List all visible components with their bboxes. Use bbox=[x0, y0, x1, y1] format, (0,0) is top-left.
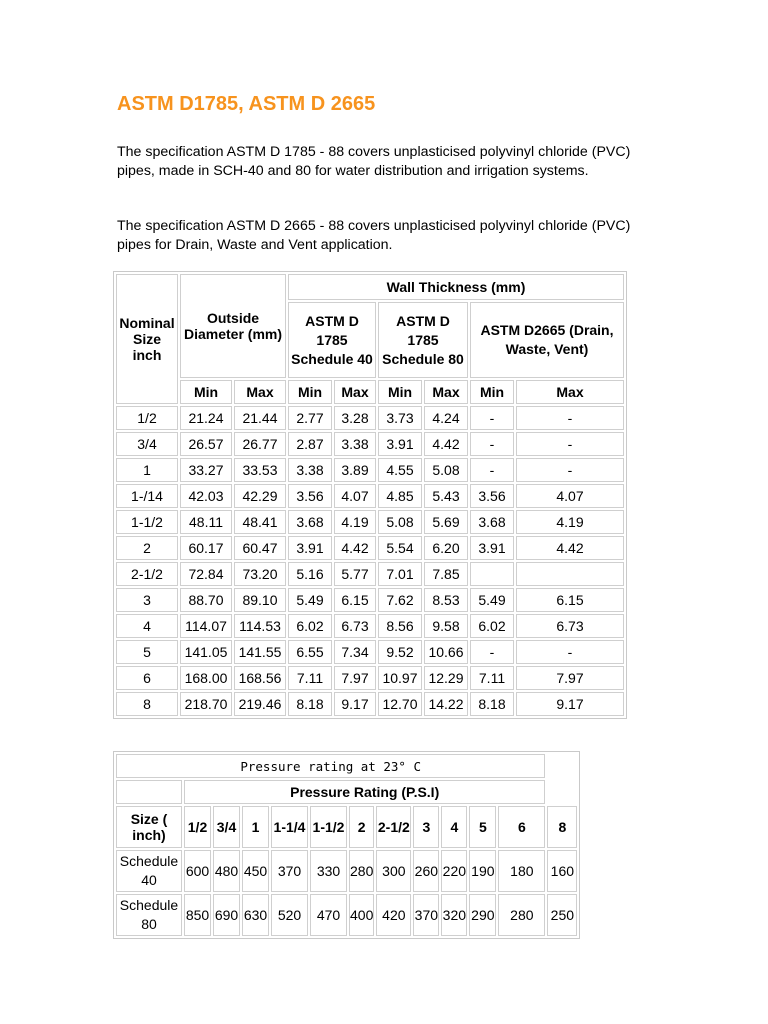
table-cell: 168.56 bbox=[234, 666, 286, 690]
table-cell: 60.17 bbox=[180, 536, 232, 560]
table-cell: 4.42 bbox=[334, 536, 376, 560]
table-row bbox=[116, 894, 577, 936]
empty-corner-cell bbox=[116, 780, 182, 804]
size-column-header: 4 bbox=[441, 806, 467, 848]
table-cell: 9.17 bbox=[334, 692, 376, 716]
table-cell: 42.03 bbox=[180, 484, 232, 508]
wall-thickness-header: Wall Thickness (mm) bbox=[288, 274, 624, 300]
pressure-rating-header: Pressure Rating (P.S.I) bbox=[184, 780, 545, 804]
table-cell: 6.20 bbox=[424, 536, 468, 560]
table-cell: 12.70 bbox=[378, 692, 422, 716]
nominal-size-cell: 6 bbox=[116, 666, 178, 690]
table-cell: 2.87 bbox=[288, 432, 332, 456]
dwv-header: ASTM D2665 (Drain, Waste, Vent) bbox=[470, 302, 624, 378]
schedule-label: Schedule 80 bbox=[116, 894, 182, 936]
size-header: Size ( inch) bbox=[116, 806, 182, 848]
table-cell: 168.00 bbox=[180, 666, 232, 690]
table-row bbox=[116, 458, 624, 482]
schedule-80-header: ASTM D 1785 Schedule 80 bbox=[378, 302, 468, 378]
nominal-size-cell: 1-1/2 bbox=[116, 510, 178, 534]
table-cell: - bbox=[470, 432, 514, 456]
pressure-rating-table bbox=[113, 751, 580, 939]
pressure-table-body bbox=[116, 850, 577, 936]
table-row bbox=[116, 406, 624, 430]
table-row bbox=[116, 510, 624, 534]
table-cell: 3.68 bbox=[288, 510, 332, 534]
table-cell: 4.55 bbox=[378, 458, 422, 482]
table-cell: 260 bbox=[413, 850, 439, 892]
nominal-size-cell: 3/4 bbox=[116, 432, 178, 456]
table-cell: 12.29 bbox=[424, 666, 468, 690]
table-cell: 7.11 bbox=[470, 666, 514, 690]
table-cell: 630 bbox=[242, 894, 269, 936]
table-cell: 220 bbox=[441, 850, 467, 892]
table-cell: 400 bbox=[349, 894, 374, 936]
table-cell: 21.24 bbox=[180, 406, 232, 430]
wall-thickness-table bbox=[113, 271, 627, 719]
table-cell: 6.02 bbox=[288, 614, 332, 638]
size-column-header: 2 bbox=[349, 806, 374, 848]
table-cell: 8.56 bbox=[378, 614, 422, 638]
table-cell: 26.57 bbox=[180, 432, 232, 456]
table-cell: 7.97 bbox=[334, 666, 376, 690]
table-cell: 470 bbox=[310, 894, 347, 936]
table-cell: 9.58 bbox=[424, 614, 468, 638]
table-cell: 33.53 bbox=[234, 458, 286, 482]
table-cell: - bbox=[516, 458, 624, 482]
table-cell: 7.34 bbox=[334, 640, 376, 664]
table-cell: - bbox=[516, 432, 624, 456]
table-cell: 190 bbox=[469, 850, 496, 892]
table-cell: 280 bbox=[349, 850, 374, 892]
table-cell: 72.84 bbox=[180, 562, 232, 586]
size-column-header: 1/2 bbox=[184, 806, 211, 848]
table-cell: 8.53 bbox=[424, 588, 468, 612]
intro-paragraph-d1785: The specification ASTM D 1785 - 88 covers unplasticised polyvinyl chloride (PVC) pipes, made in SCH-40 and 80 for water distribution and irrigation systems. bbox=[117, 144, 631, 179]
max-header: Max bbox=[234, 380, 286, 404]
table-cell: 850 bbox=[184, 894, 211, 936]
size-column-header: 1 bbox=[242, 806, 269, 848]
min-header: Min bbox=[378, 380, 422, 404]
table-cell: 60.47 bbox=[234, 536, 286, 560]
table-cell: 480 bbox=[213, 850, 240, 892]
table-cell: 3.73 bbox=[378, 406, 422, 430]
table-cell: 6.02 bbox=[470, 614, 514, 638]
table-cell: 3.38 bbox=[288, 458, 332, 482]
table-cell: 141.55 bbox=[234, 640, 286, 664]
intro-paragraph-d2665: The specification ASTM D 2665 - 88 covers unplasticised polyvinyl chloride (PVC) pipes for Drain, Waste and Vent application. bbox=[117, 218, 631, 253]
table-cell: 3.56 bbox=[470, 484, 514, 508]
table-row bbox=[116, 614, 624, 638]
table-cell: 5.54 bbox=[378, 536, 422, 560]
table-cell: 3.38 bbox=[334, 432, 376, 456]
table-cell: 4.07 bbox=[516, 484, 624, 508]
table-cell: 180 bbox=[498, 850, 545, 892]
table-cell: 3.56 bbox=[288, 484, 332, 508]
table-cell: 6.73 bbox=[334, 614, 376, 638]
page-title: ASTM D1785, ASTM D 2665 bbox=[117, 93, 376, 115]
table-cell: 10.97 bbox=[378, 666, 422, 690]
table-cell: 88.70 bbox=[180, 588, 232, 612]
table-cell: 114.53 bbox=[234, 614, 286, 638]
max-header: Max bbox=[334, 380, 376, 404]
size-column-header: 1-1/2 bbox=[310, 806, 347, 848]
min-header: Min bbox=[288, 380, 332, 404]
outside-diameter-header: Outside Diameter (mm) bbox=[180, 274, 286, 378]
nominal-size-cell: 8 bbox=[116, 692, 178, 716]
table-cell: 7.62 bbox=[378, 588, 422, 612]
table-cell: 5.49 bbox=[470, 588, 514, 612]
max-header: Max bbox=[516, 380, 624, 404]
table-cell: 5.16 bbox=[288, 562, 332, 586]
nominal-size-cell: 2 bbox=[116, 536, 178, 560]
table-cell: 48.11 bbox=[180, 510, 232, 534]
table-cell: 250 bbox=[547, 894, 577, 936]
table-cell: 520 bbox=[271, 894, 308, 936]
table-cell: 114.07 bbox=[180, 614, 232, 638]
table-cell: 6.15 bbox=[334, 588, 376, 612]
pressure-table-caption: Pressure rating at 23° C bbox=[116, 754, 545, 778]
table-cell: 42.29 bbox=[234, 484, 286, 508]
table-cell: 26.77 bbox=[234, 432, 286, 456]
table-cell: 320 bbox=[441, 894, 467, 936]
nominal-size-cell: 4 bbox=[116, 614, 178, 638]
table-cell: 4.42 bbox=[424, 432, 468, 456]
table-cell bbox=[470, 562, 514, 586]
table-cell: 370 bbox=[271, 850, 308, 892]
table-cell: 4.24 bbox=[424, 406, 468, 430]
table-cell: - bbox=[516, 640, 624, 664]
table-cell: 218.70 bbox=[180, 692, 232, 716]
table-row bbox=[116, 666, 624, 690]
table-cell: 3.91 bbox=[288, 536, 332, 560]
nominal-size-header: Nominal Size inch bbox=[116, 274, 178, 404]
table-cell: 160 bbox=[547, 850, 577, 892]
table-cell: 6.73 bbox=[516, 614, 624, 638]
table-cell: - bbox=[470, 640, 514, 664]
table-cell: 450 bbox=[242, 850, 269, 892]
table-cell: 10.66 bbox=[424, 640, 468, 664]
table-cell: 290 bbox=[469, 894, 496, 936]
table-cell: 4.19 bbox=[334, 510, 376, 534]
table-cell: 7.01 bbox=[378, 562, 422, 586]
table-row bbox=[116, 562, 624, 586]
table-cell: 3.28 bbox=[334, 406, 376, 430]
table-cell: 21.44 bbox=[234, 406, 286, 430]
table-cell: 89.10 bbox=[234, 588, 286, 612]
nominal-size-cell: 5 bbox=[116, 640, 178, 664]
nominal-size-cell: 1-/14 bbox=[116, 484, 178, 508]
nominal-size-cell: 2-1/2 bbox=[116, 562, 178, 586]
nominal-size-cell: 1/2 bbox=[116, 406, 178, 430]
table-cell: 14.22 bbox=[424, 692, 468, 716]
table-cell: 420 bbox=[376, 894, 411, 936]
table-cell: - bbox=[516, 406, 624, 430]
size-column-header: 2-1/2 bbox=[376, 806, 411, 848]
table-cell: 3.91 bbox=[378, 432, 422, 456]
table-cell bbox=[516, 562, 624, 586]
table-cell: 6.15 bbox=[516, 588, 624, 612]
table-row bbox=[116, 484, 624, 508]
table-cell: 2.77 bbox=[288, 406, 332, 430]
table-cell: 9.17 bbox=[516, 692, 624, 716]
nominal-size-cell: 3 bbox=[116, 588, 178, 612]
table-row bbox=[116, 432, 624, 456]
table-cell: 73.20 bbox=[234, 562, 286, 586]
table-cell: 7.97 bbox=[516, 666, 624, 690]
table-cell: 330 bbox=[310, 850, 347, 892]
table-row bbox=[116, 640, 624, 664]
table-cell: 5.43 bbox=[424, 484, 468, 508]
table-cell: 690 bbox=[213, 894, 240, 936]
table-row bbox=[116, 850, 577, 892]
table-cell: 280 bbox=[498, 894, 545, 936]
size-column-header: 1-1/4 bbox=[271, 806, 308, 848]
size-column-header: 6 bbox=[498, 806, 545, 848]
table-cell: 7.85 bbox=[424, 562, 468, 586]
table-cell: 5.77 bbox=[334, 562, 376, 586]
wall-table-body bbox=[116, 406, 624, 716]
min-header: Min bbox=[470, 380, 514, 404]
table-cell: 5.69 bbox=[424, 510, 468, 534]
table-cell: 7.11 bbox=[288, 666, 332, 690]
schedule-40-header: ASTM D 1785 Schedule 40 bbox=[288, 302, 376, 378]
table-cell: 4.85 bbox=[378, 484, 422, 508]
min-max-header-row bbox=[116, 380, 624, 404]
table-cell: 3.68 bbox=[470, 510, 514, 534]
table-row bbox=[116, 536, 624, 560]
table-cell: 4.19 bbox=[516, 510, 624, 534]
table-cell: - bbox=[470, 406, 514, 430]
table-cell: 300 bbox=[376, 850, 411, 892]
table-cell: 4.07 bbox=[334, 484, 376, 508]
table-cell: 5.08 bbox=[378, 510, 422, 534]
table-cell: 8.18 bbox=[288, 692, 332, 716]
table-cell: 600 bbox=[184, 850, 211, 892]
table-cell: 5.49 bbox=[288, 588, 332, 612]
size-column-header: 8 bbox=[547, 806, 577, 848]
size-column-header: 5 bbox=[469, 806, 496, 848]
table-cell: 8.18 bbox=[470, 692, 514, 716]
table-cell: 6.55 bbox=[288, 640, 332, 664]
table-cell: 9.52 bbox=[378, 640, 422, 664]
table-cell: 5.08 bbox=[424, 458, 468, 482]
table-cell: 3.91 bbox=[470, 536, 514, 560]
table-row bbox=[116, 588, 624, 612]
size-column-header: 3/4 bbox=[213, 806, 240, 848]
table-cell: 3.89 bbox=[334, 458, 376, 482]
min-header: Min bbox=[180, 380, 232, 404]
table-cell: 4.42 bbox=[516, 536, 624, 560]
table-cell: 370 bbox=[413, 894, 439, 936]
max-header: Max bbox=[424, 380, 468, 404]
nominal-size-cell: 1 bbox=[116, 458, 178, 482]
size-column-header: 3 bbox=[413, 806, 439, 848]
table-row bbox=[116, 692, 624, 716]
schedule-label: Schedule 40 bbox=[116, 850, 182, 892]
table-cell: - bbox=[470, 458, 514, 482]
table-cell: 33.27 bbox=[180, 458, 232, 482]
table-cell: 48.41 bbox=[234, 510, 286, 534]
table-cell: 219.46 bbox=[234, 692, 286, 716]
table-cell: 141.05 bbox=[180, 640, 232, 664]
